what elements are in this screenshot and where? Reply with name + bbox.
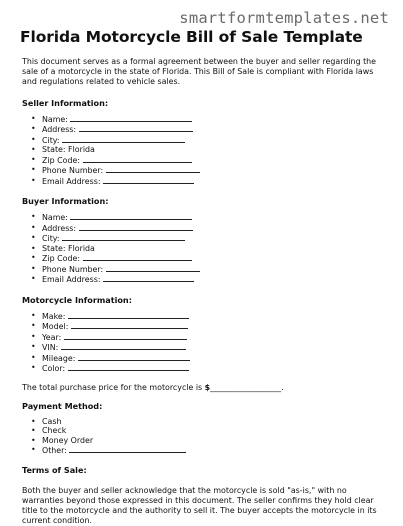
seller-zip-field[interactable]: • Zip Code:	[31, 155, 388, 166]
year-blank[interactable]	[64, 332, 187, 340]
bullet-icon: •	[31, 445, 36, 455]
buyer-city-blank[interactable]	[62, 233, 185, 241]
payment-options	[22, 417, 388, 456]
model-blank[interactable]	[71, 321, 188, 329]
seller-name-field[interactable]: • Name:	[31, 114, 388, 125]
bullet-icon: •	[31, 253, 36, 263]
bullet-icon: •	[31, 165, 36, 175]
buyer-address-field[interactable]: • Address:	[31, 223, 388, 234]
bullet-icon: •	[31, 212, 36, 222]
motorcycle-fields	[22, 311, 388, 374]
motorcycle-make-field[interactable]: • Make:	[31, 311, 388, 322]
page-title: Florida Motorcycle Bill of Sale Template	[20, 28, 363, 46]
bullet-icon: •	[31, 321, 36, 331]
seller-email-field[interactable]: • Email Address:	[31, 176, 388, 187]
bullet-icon: •	[31, 342, 36, 352]
bullet-icon: •	[31, 263, 36, 273]
bullet-icon: •	[31, 363, 36, 373]
color-blank[interactable]	[68, 363, 189, 371]
motorcycle-model-field[interactable]: • Model:	[31, 321, 388, 332]
seller-email-blank[interactable]	[103, 176, 194, 184]
other-payment-blank[interactable]	[69, 445, 186, 453]
seller-fields	[22, 114, 388, 187]
payment-option-cash[interactable]: • Cash	[31, 416, 62, 426]
buyer-zip-blank[interactable]	[83, 253, 192, 261]
buyer-fields	[22, 212, 388, 285]
seller-zip-blank[interactable]	[83, 155, 192, 163]
mileage-blank[interactable]	[78, 353, 190, 361]
currency-symbol: $	[204, 382, 211, 392]
bullet-icon: •	[31, 113, 36, 123]
seller-heading: Seller Information:	[22, 97, 109, 108]
bullet-icon: •	[31, 243, 36, 253]
bullet-icon: •	[31, 352, 36, 362]
seller-city-blank[interactable]	[62, 135, 185, 143]
bullet-icon: •	[31, 222, 36, 232]
bullet-icon: •	[31, 435, 36, 445]
terms-heading: Terms of Sale:	[22, 464, 87, 475]
bullet-icon: •	[31, 145, 36, 155]
bullet-icon: •	[31, 233, 36, 243]
payment-option-other[interactable]: • Other:	[31, 445, 388, 456]
buyer-phone-field[interactable]: • Phone Number:	[31, 264, 388, 275]
seller-address-field[interactable]: • Address:	[31, 124, 388, 135]
buyer-name-field[interactable]: • Name:	[31, 212, 388, 223]
bullet-icon: •	[31, 426, 36, 436]
buyer-phone-blank[interactable]	[106, 264, 200, 272]
bullet-icon: •	[31, 331, 36, 341]
bullet-icon: •	[31, 416, 36, 426]
payment-option-money-order[interactable]: • Money Order	[31, 435, 94, 445]
motorcycle-heading: Motorcycle Information:	[22, 294, 132, 305]
price-blank[interactable]: __________________	[210, 382, 282, 392]
buyer-city-field[interactable]: • City:	[31, 233, 388, 244]
bullet-icon: •	[31, 310, 36, 320]
buyer-address-blank[interactable]	[79, 223, 193, 231]
buyer-email-field[interactable]: • Email Address:	[31, 274, 388, 285]
seller-name-blank[interactable]	[70, 114, 192, 122]
site-watermark: smartformtemplates.net	[179, 9, 389, 27]
buyer-state-field: • State: Florida	[31, 243, 95, 253]
payment-option-check[interactable]: • Check	[31, 426, 67, 436]
motorcycle-vin-field[interactable]: • VIN:	[31, 342, 388, 353]
bullet-icon: •	[31, 124, 36, 134]
seller-city-field[interactable]: • City:	[31, 135, 388, 146]
buyer-email-blank[interactable]	[103, 274, 194, 282]
payment-heading: Payment Method:	[22, 400, 103, 411]
buyer-heading: Buyer Information:	[22, 196, 109, 207]
motorcycle-year-field[interactable]: • Year:	[31, 332, 388, 343]
seller-state-field: • State: Florida	[31, 145, 95, 155]
bullet-icon: •	[31, 134, 36, 144]
seller-phone-field[interactable]: • Phone Number:	[31, 165, 388, 176]
make-blank[interactable]	[68, 311, 189, 319]
motorcycle-mileage-field[interactable]: • Mileage:	[31, 353, 388, 364]
terms-paragraph: Both the buyer and seller acknowledge that the motorcycle is sold "as-is," with no warranties beyond those expressed in this document. The seller confirms they hold clear title to the motorcycle and the authority to sell it. The buyer accepts the motorcycle in its current condition.	[22, 485, 377, 526]
buyer-name-blank[interactable]	[70, 212, 192, 220]
motorcycle-color-field[interactable]: • Color:	[31, 363, 388, 374]
vin-blank[interactable]	[61, 342, 186, 350]
purchase-price-line: The total purchase price for the motorcycle is $__________________.	[22, 382, 284, 392]
seller-address-blank[interactable]	[79, 124, 193, 132]
document-body	[22, 57, 388, 526]
buyer-zip-field[interactable]: • Zip Code:	[31, 253, 388, 264]
intro-paragraph: This document serves as a formal agreement between the buyer and seller regarding the sale of a motorcycle in the state of Florida. This Bill of Sale is compliant with Florida laws and regulations related to vehicle sales.	[22, 57, 377, 87]
seller-phone-blank[interactable]	[106, 165, 200, 173]
bullet-icon: •	[31, 175, 36, 185]
bullet-icon: •	[31, 154, 36, 164]
bullet-icon: •	[31, 274, 36, 284]
